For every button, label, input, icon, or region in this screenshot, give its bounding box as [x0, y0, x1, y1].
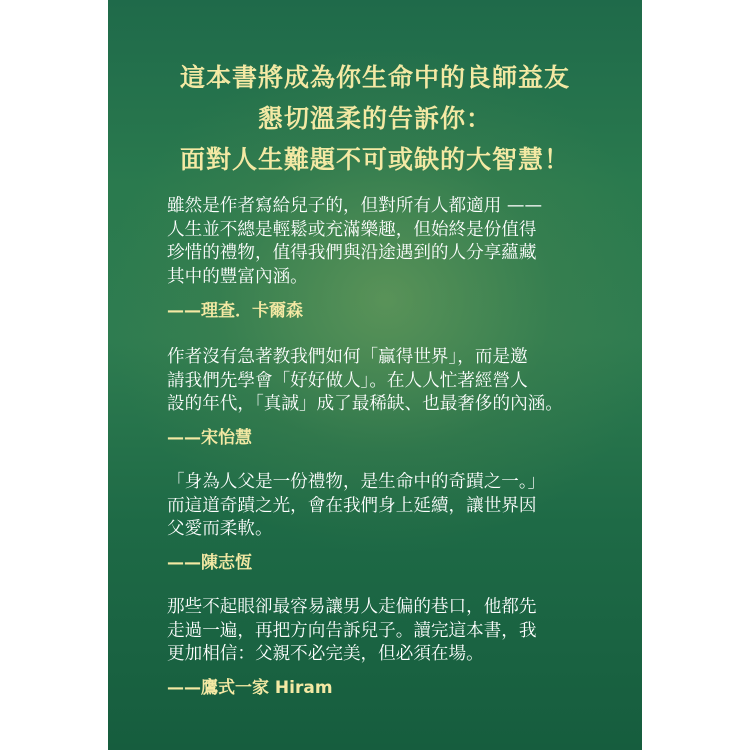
blurb-attribution-2: ——宋怡慧 [167, 428, 252, 448]
blurb-paragraph-2 [167, 346, 607, 417]
blurb-line: 作者沒有急著教我們如何「贏得世界」，而是邀 [167, 347, 528, 367]
blurb-paragraph-4 [167, 596, 607, 667]
blurb-attribution-1: ——理查．卡爾森 [167, 301, 303, 321]
blurb-line: 雖然是作者寫給兒子的，但對所有人都適用 —— [167, 196, 543, 216]
blurb-line: 走過一遍，再把方向告訴兒子。讀完這本書，我 [167, 620, 537, 641]
headline-line-3: 面對人生難題不可或缺的大智慧！ [179, 146, 570, 174]
blurb-paragraph-1 [167, 195, 607, 289]
blurb-line: 父愛而柔軟。 [167, 519, 273, 539]
book-back-cover [108, 0, 642, 750]
blurb-line: 人生並不總是輕鬆或充滿樂趣，但始終是份值得 [167, 219, 537, 240]
blurb-line: 更加相信：父親不必完美，但必須在場。 [167, 644, 484, 664]
blurb-attribution-4: ——鷹式一家 Hiram [167, 678, 333, 698]
headline-line-1: 這本書將成為你生命中的良師益友 [179, 64, 570, 92]
blurb-attribution-3: ——陳志恆 [167, 553, 252, 573]
headline-line-2: 懇切溫柔的告訴你： [257, 105, 492, 133]
blurb-line: 其中的豐富內涵。 [167, 266, 308, 287]
blurb-line: 設的年代，「真誠」成了最稀缺、也最奢侈的內涵。 [167, 394, 563, 414]
blurb-line: 請我們先學會「好好做人」。在人人忙著經營人 [167, 370, 528, 391]
blurb-line: 珍惜的禮物，值得我們與沿途遇到的人分享蘊藏 [167, 243, 537, 263]
blurb-paragraph-3 [167, 471, 607, 542]
blurb-line: 那些不起眼卻最容易讓男人走偏的巷口，他都先 [167, 597, 537, 617]
blurb-line: 而這道奇蹟之光，會在我們身上延續，讓世界因 [167, 495, 537, 516]
blurb-line: 「身為人父是一份禮物，是生命中的奇蹟之一。」 [167, 472, 546, 492]
